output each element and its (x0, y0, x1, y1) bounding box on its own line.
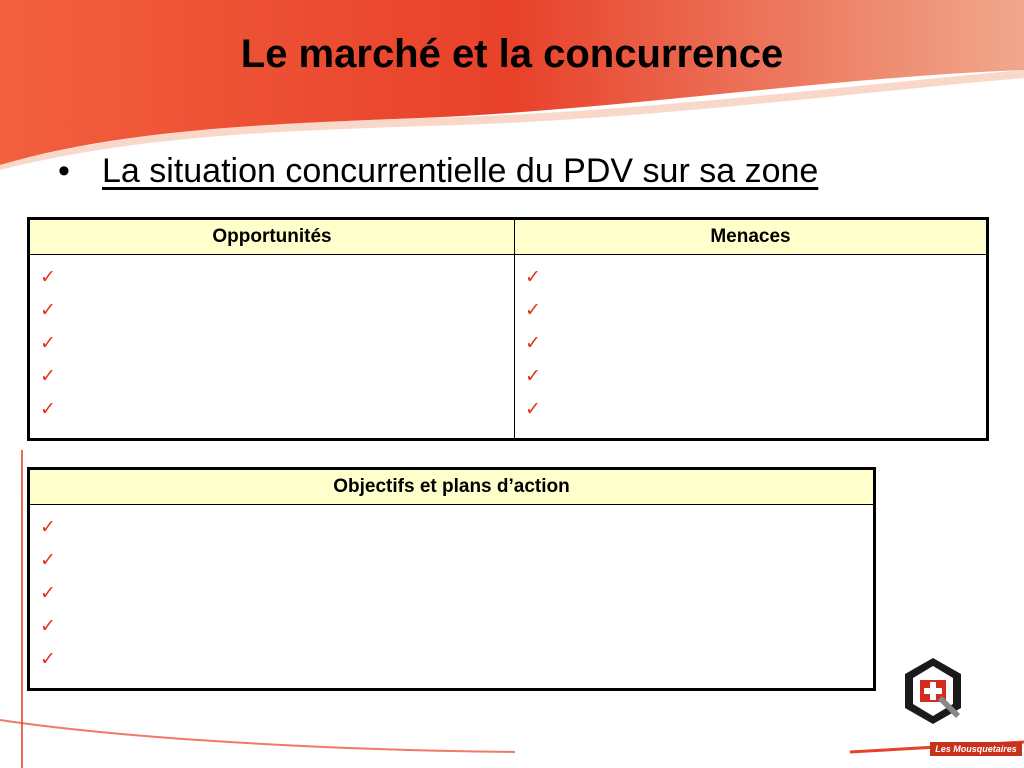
checkmark-icon: ✓ (525, 299, 541, 321)
checkmark-icon: ✓ (40, 582, 56, 604)
objectives-cell[interactable] (29, 505, 875, 690)
checkmark-icon: ✓ (40, 516, 56, 538)
objectives-action-plan-table (27, 467, 876, 691)
bullet-text: La situation concurrentielle du PDV sur sa zone (102, 152, 819, 190)
checkmark-icon: ✓ (40, 648, 56, 670)
threats-header: Menaces (515, 219, 988, 255)
checkmark-icon: ✓ (40, 615, 56, 637)
checkmark-icon: ✓ (40, 332, 56, 354)
checkmark-icon: ✓ (525, 398, 541, 420)
objectives-header: Objectifs et plans d’action (29, 469, 875, 505)
opportunities-cell[interactable] (29, 255, 515, 440)
opportunities-threats-table (27, 217, 989, 441)
bullet-point (58, 152, 818, 191)
checkmark-icon: ✓ (525, 332, 541, 354)
bullet-dot: • (58, 152, 70, 190)
header-banner (0, 0, 1024, 170)
checkmark-icon: ✓ (40, 365, 56, 387)
company-logo-icon (898, 656, 968, 726)
checkmark-icon: ✓ (40, 398, 56, 420)
brand-label: Les Mousquetaires (930, 742, 1022, 756)
threats-cell[interactable] (515, 255, 988, 440)
checkmark-icon: ✓ (525, 266, 541, 288)
checkmark-icon: ✓ (40, 549, 56, 571)
checkmark-icon: ✓ (40, 299, 56, 321)
checkmark-icon: ✓ (40, 266, 56, 288)
slide-title: Le marché et la concurrence (240, 32, 784, 76)
opportunities-header: Opportunités (29, 219, 515, 255)
checkmark-icon: ✓ (525, 365, 541, 387)
